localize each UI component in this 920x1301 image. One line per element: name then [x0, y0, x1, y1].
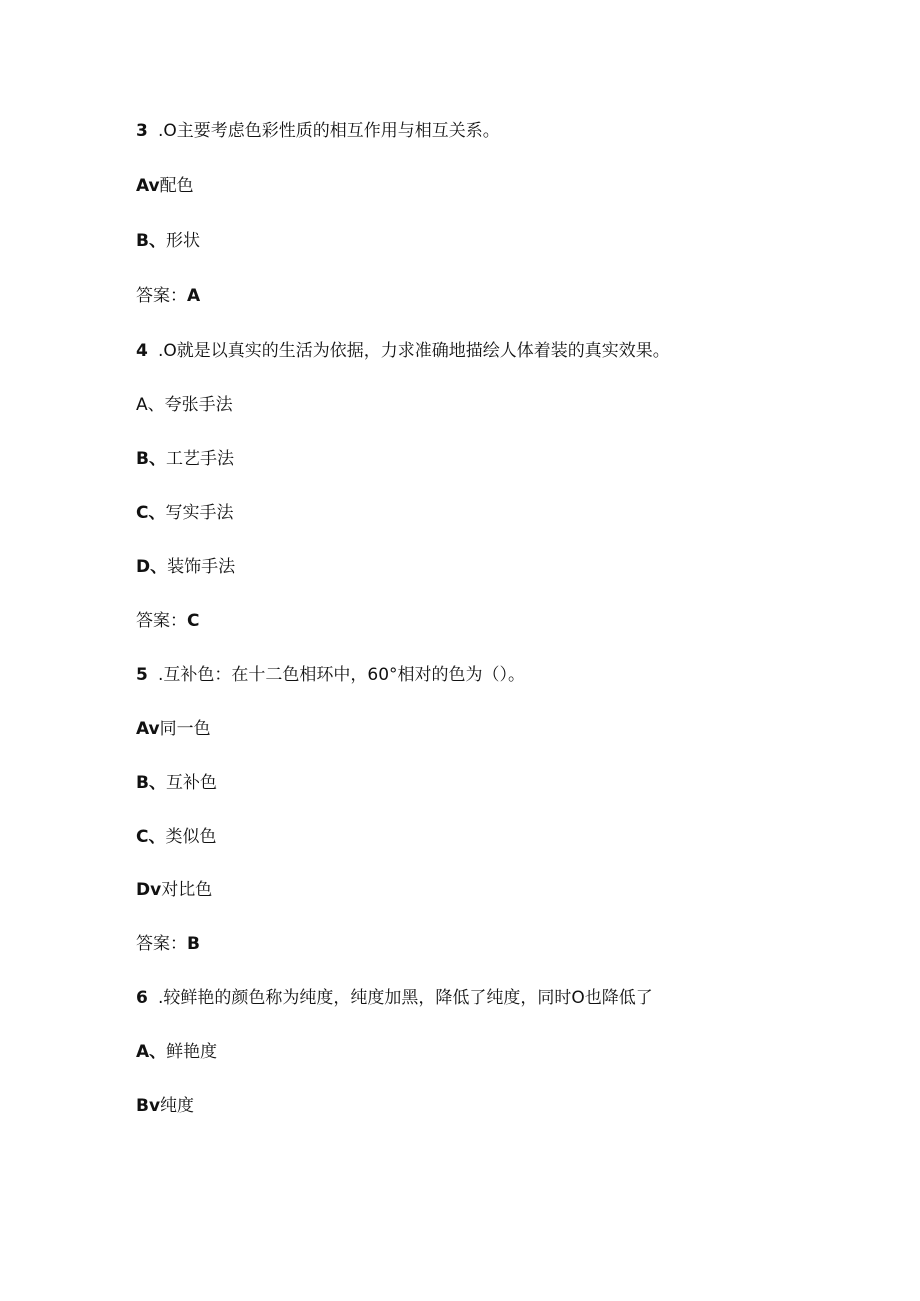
- question-number: 5: [136, 665, 148, 685]
- question-4-answer: [136, 610, 199, 632]
- answer-value: A: [187, 286, 201, 306]
- option-text: 夸张手法: [164, 395, 233, 415]
- option-prefix: A、: [136, 395, 165, 415]
- question-3-answer: [136, 285, 200, 307]
- question-4-option-c: [136, 502, 233, 524]
- question-6-option-b: [136, 1095, 194, 1117]
- question-text: .较鲜艳的颜色称为纯度，纯度加黑，降低了纯度，同时O也降低了: [158, 988, 653, 1008]
- option-text: 鲜艳度: [166, 1042, 218, 1062]
- option-text: 写实手法: [165, 503, 234, 523]
- option-text: 纯度: [160, 1096, 195, 1116]
- question-4-stem: [136, 340, 670, 362]
- option-text: 对比色: [161, 880, 213, 900]
- option-prefix: C、: [136, 827, 166, 847]
- option-prefix: A、: [136, 1042, 167, 1062]
- option-text: 配色: [159, 176, 194, 196]
- option-text: 形状: [165, 231, 200, 251]
- question-text: .互补色：在十二色相环中，60°相对的色为（）。: [158, 665, 526, 685]
- option-prefix: Av: [136, 176, 160, 196]
- question-4-option-d: [136, 556, 235, 578]
- question-4-option-a: [136, 394, 233, 416]
- question-5-option-a: [136, 718, 211, 740]
- question-number: 6: [136, 988, 148, 1008]
- option-prefix: B、: [136, 449, 166, 469]
- option-text: 类似色: [165, 827, 217, 847]
- option-prefix: B、: [136, 773, 166, 793]
- option-prefix: B、: [136, 231, 166, 251]
- question-text: .O就是以真实的生活为依据，力求准确地描绘人体着装的真实效果。: [158, 341, 670, 361]
- answer-value: C: [187, 611, 200, 631]
- option-text: 同一色: [159, 719, 211, 739]
- answer-label: 答案：: [136, 934, 187, 954]
- question-3-option-a: [136, 175, 194, 197]
- question-6-option-a: [136, 1041, 217, 1063]
- question-5-option-b: [136, 772, 217, 794]
- question-5-option-c: [136, 826, 216, 848]
- option-prefix: Dv: [136, 880, 162, 900]
- option-prefix: Av: [136, 719, 160, 739]
- question-3-option-b: [136, 230, 200, 252]
- option-prefix: D、: [136, 557, 168, 577]
- answer-label: 答案：: [136, 286, 187, 306]
- option-text: 装饰手法: [167, 557, 236, 577]
- question-3-stem: [136, 120, 500, 142]
- answer-value: B: [187, 934, 200, 954]
- question-number: 4: [136, 341, 148, 361]
- question-5-answer: [136, 933, 200, 955]
- question-5-stem: [136, 664, 525, 686]
- question-number: 3: [136, 121, 148, 141]
- option-text: 工艺手法: [165, 449, 234, 469]
- question-5-option-d: [136, 879, 212, 901]
- answer-label: 答案：: [136, 611, 187, 631]
- option-text: 互补色: [165, 773, 217, 793]
- option-prefix: Bv: [136, 1096, 161, 1116]
- question-4-option-b: [136, 448, 234, 470]
- question-text: .O主要考虑色彩性质的相互作用与相互关系。: [158, 121, 500, 141]
- question-6-stem: [136, 987, 653, 1009]
- option-prefix: C、: [136, 503, 166, 523]
